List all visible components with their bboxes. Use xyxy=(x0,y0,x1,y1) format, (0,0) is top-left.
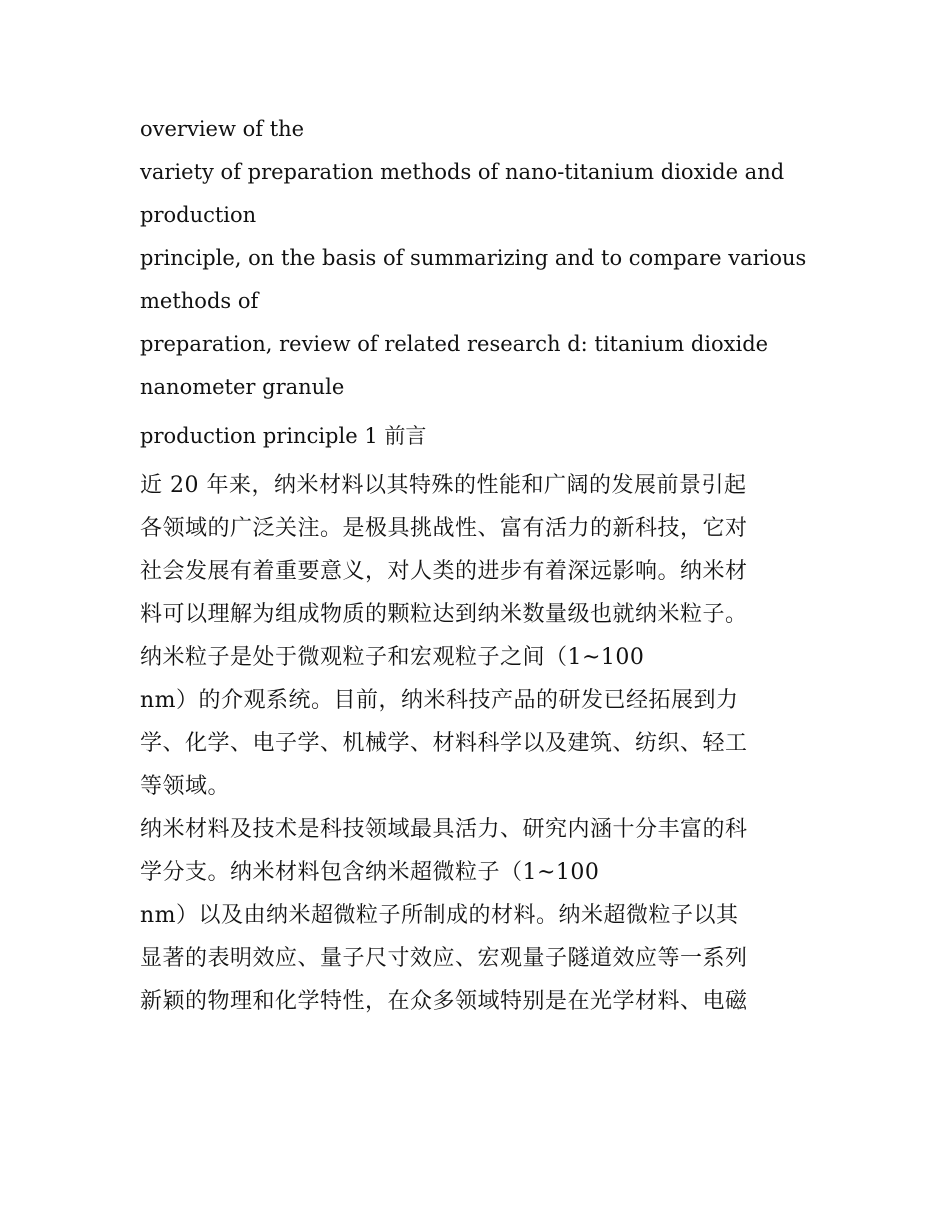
abstract-line: production xyxy=(140,203,257,227)
abstract-line: nanometer granule xyxy=(140,375,345,399)
body-line: 纳米粒子是处于微观粒子和宏观粒子之间（1~100 xyxy=(140,645,645,670)
abstract-line: methods of xyxy=(140,289,259,313)
body-line: 纳米材料及技术是科技领域最具活力、研究内涵十分丰富的科 xyxy=(140,817,748,842)
body-line: 近 20 年来，纳米材料以其特殊的性能和广阔的发展前景引起 xyxy=(140,473,747,498)
abstract-line: variety of preparation methods of nano-titanium dioxide and xyxy=(140,160,785,184)
abstract-line: overview of the xyxy=(140,117,305,141)
body-line: 学分支。纳米材料包含纳米超微粒子（1~100 xyxy=(140,860,600,885)
body-line: 学、化学、电子学、机械学、材料科学以及建筑、纺织、轻工 xyxy=(140,731,748,756)
abstract-line: preparation, review of related research d: titanium dioxide xyxy=(140,332,769,356)
body-line: 料可以理解为组成物质的颗粒达到纳米数量级也就纳米粒子。 xyxy=(140,602,748,627)
body-line: 显著的表明效应、量子尺寸效应、宏观量子隧道效应等一系列 xyxy=(140,946,748,971)
section-heading-line: production principle 1 前言 xyxy=(140,424,427,448)
abstract-line: principle, on the basis of summarizing and to compare various xyxy=(140,246,807,270)
body-line: nm）的介观系统。目前，纳米科技产品的研发已经拓展到力 xyxy=(140,688,739,713)
body-line: nm）以及由纳米超微粒子所制成的材料。纳米超微粒子以其 xyxy=(140,903,739,928)
body-line: 各领域的广泛关注。是极具挑战性、富有活力的新科技，它对 xyxy=(140,516,748,541)
body-line: 新颖的物理和化学特性，在众多领域特别是在光学材料、电磁 xyxy=(140,989,748,1014)
document-page xyxy=(140,108,820,1023)
body-line: 等领域。 xyxy=(140,774,231,799)
body-line: 社会发展有着重要意义，对人类的进步有着深远影响。纳米材 xyxy=(140,559,748,584)
